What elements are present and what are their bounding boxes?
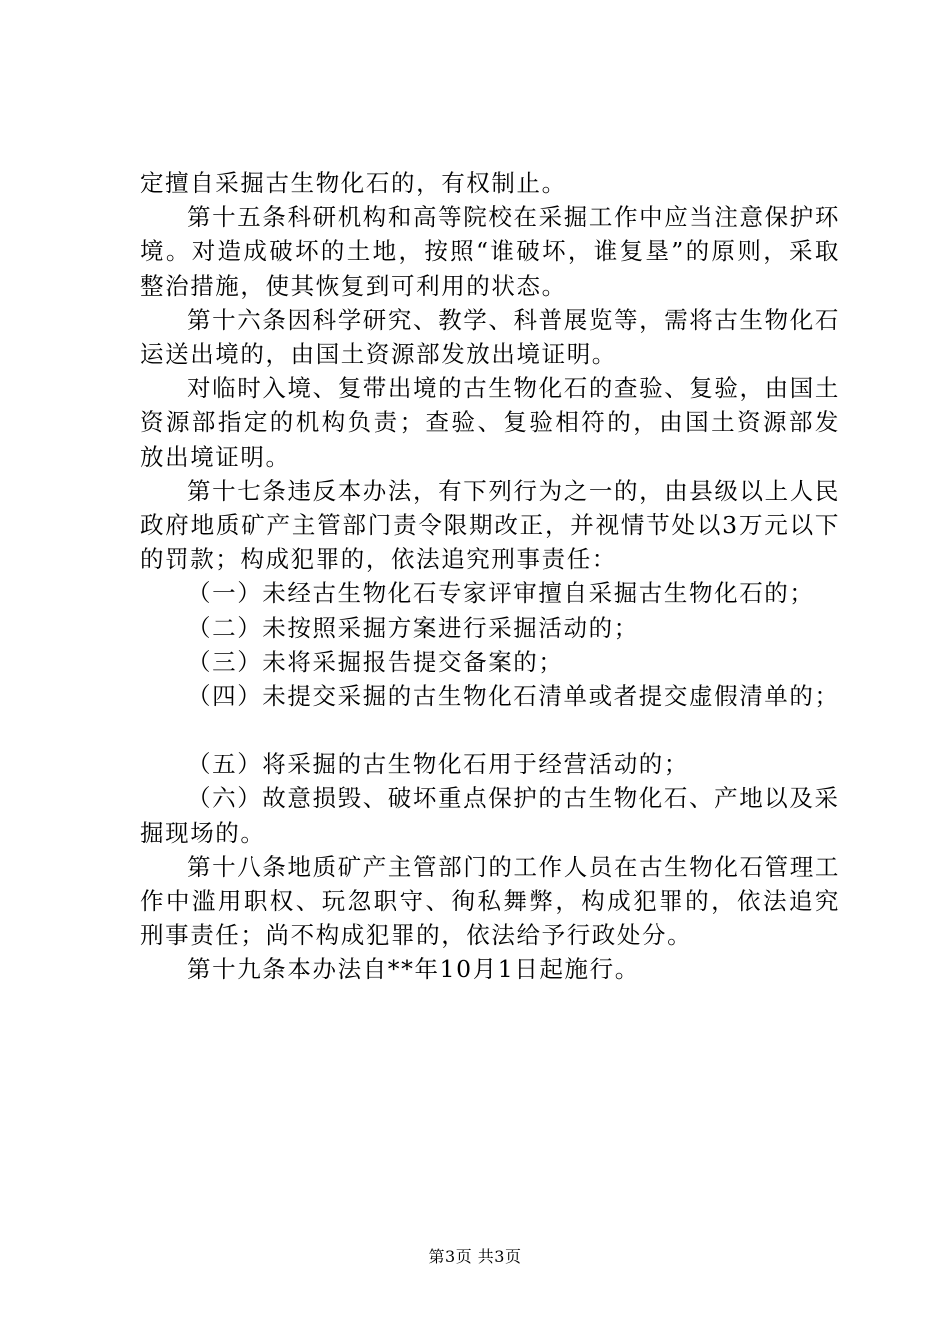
article-15: 第十五条科研机构和高等院校在采掘工作中应当注意保护环境。对造成破坏的土地，按照“谁破坏，谁复垦”的原则，采取整治措施，使其恢复到可利用的状态。 (140, 203, 840, 300)
article-19: 第十九条本办法自**年10月1日起施行。 (187, 955, 640, 984)
page-number-footer: 第3页 共3页 (428, 1247, 522, 1266)
list-item-1: （一）未经古生物化石专家评审擅自采掘古生物化石的； (187, 579, 815, 608)
list-item-6: （六）故意损毁、破坏重点保护的古生物化石、产地以及采掘现场的。 (140, 784, 840, 847)
list-item-4: （四）未提交采掘的古生物化石清单或者提交虚假清单的； (187, 682, 840, 711)
blank-line (140, 713, 840, 747)
list-item-3: （三）未将采掘报告提交备案的； (187, 647, 564, 676)
document-body (140, 166, 840, 987)
list-item-5: （五）将采掘的古生物化石用于经营活动的； (187, 750, 689, 779)
list-item-2: （二）未按照采掘方案进行采掘活动的； (187, 613, 639, 642)
article-17: 第十七条违反本办法，有下列行为之一的，由县级以上人民政府地质矿产主管部门责令限期改正，并视情节处以3万元以下的罚款；构成犯罪的，依法追究刑事责任： (140, 476, 840, 574)
paragraph-continuation: 定擅自采掘古生物化石的，有权制止。 (140, 169, 567, 197)
article-16: 第十六条因科学研究、教学、科普展览等，需将古生物化石运送出境的，由国土资源部发放出境证明。 (140, 305, 840, 369)
article-16-inspection: 对临时入境、复带出境的古生物化石的查验、复验，由国土资源部指定的机构负责；查验、复验相符的，由国土资源部发放出境证明。 (140, 374, 840, 471)
article-18: 第十八条地质矿产主管部门的工作人员在古生物化石管理工作中滥用职权、玩忽职守、徇私舞弊，构成犯罪的，依法追究刑事责任；尚不构成犯罪的，依法给予行政处分。 (140, 852, 840, 950)
